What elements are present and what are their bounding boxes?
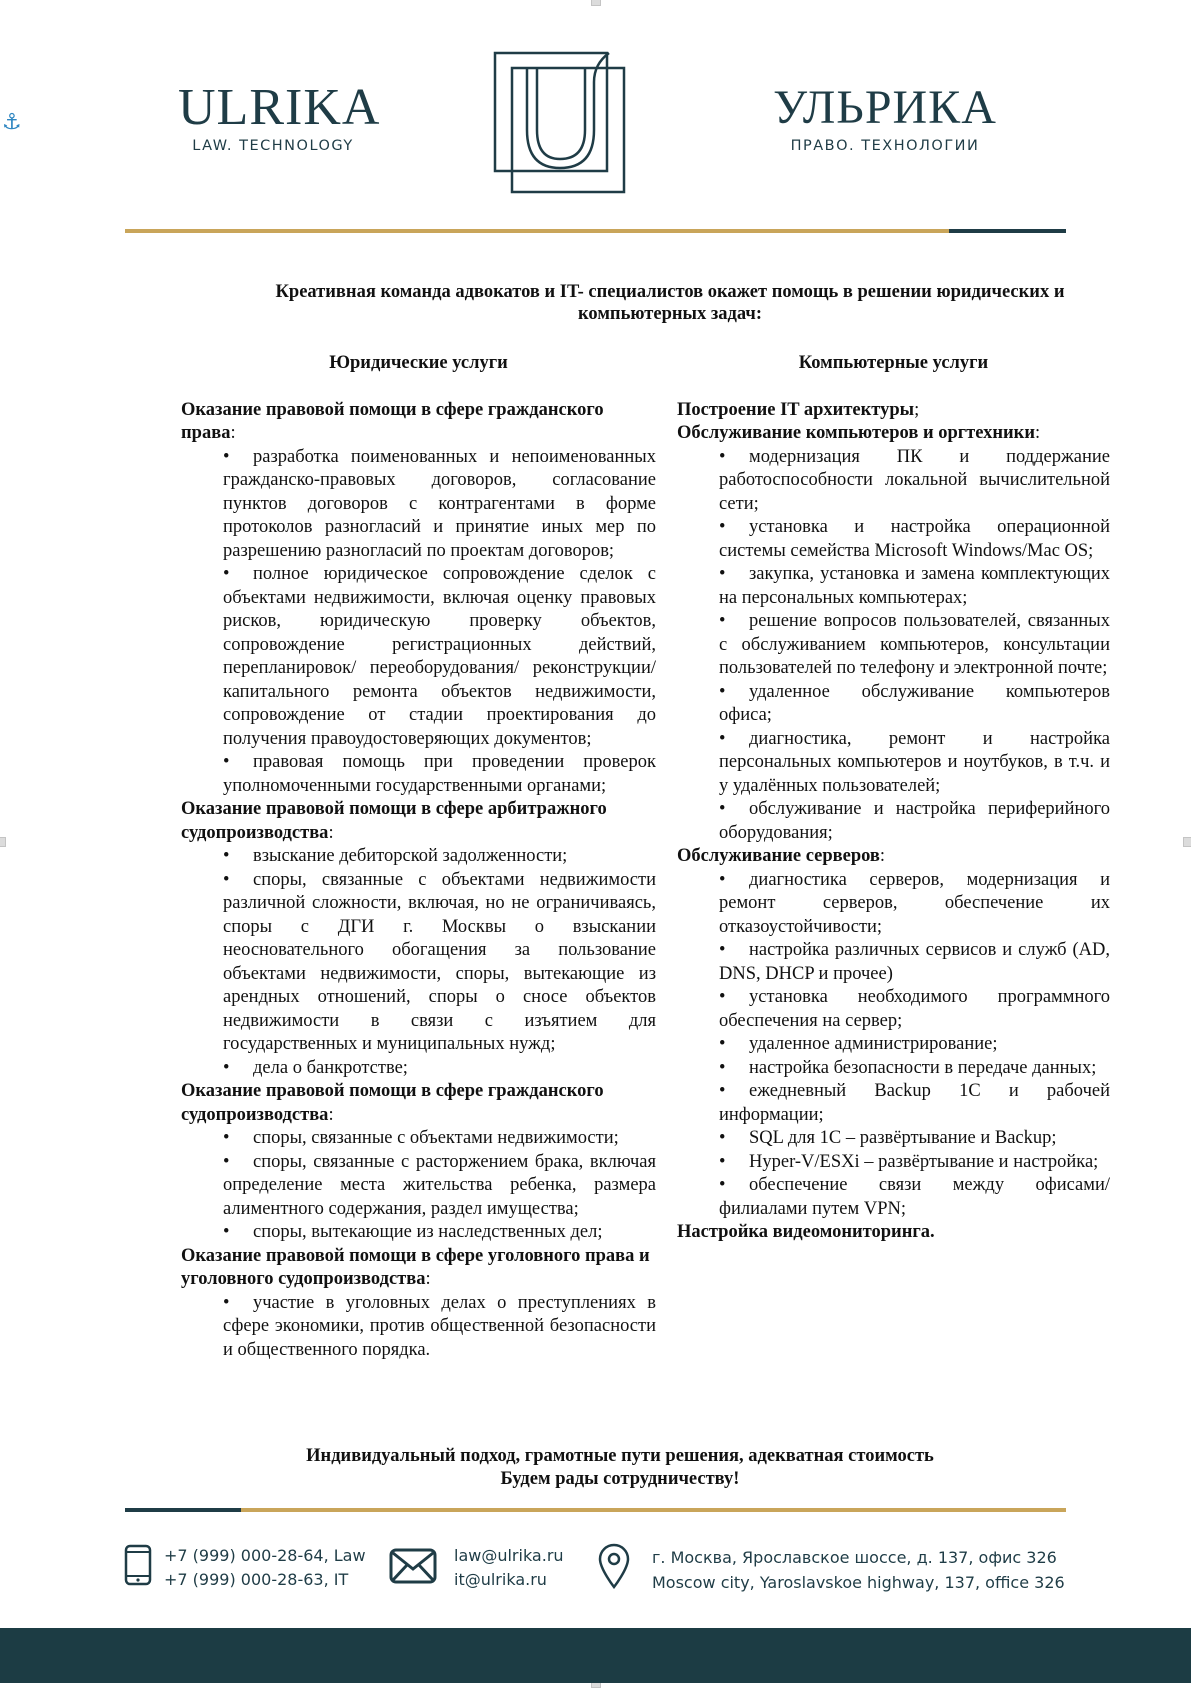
legal-section-heading: Оказание правовой помощи в сфере арбитражного судопроизводства: — [181, 799, 607, 843]
list-item: • удаленное обслуживание компьютеров офиса; — [719, 681, 1110, 728]
brand-right — [770, 80, 1000, 154]
legal-section-heading: Оказание правовой помощи в сфере гражданского судопроизводства: — [181, 1081, 604, 1125]
address-contacts — [652, 1545, 1065, 1595]
ulrika-logo-icon — [493, 50, 629, 195]
resize-handle-left[interactable] — [0, 837, 6, 847]
closing-line-2: Будем рады сотрудничеству! — [500, 1469, 740, 1489]
address-en: Moscow city, Yaroslavskoe highway, 137, office 326 — [652, 1573, 1065, 1592]
phone-icon — [124, 1544, 152, 1586]
list-item: • споры, связанные с объектами недвижимости; — [223, 1127, 656, 1151]
header-divider-gold — [125, 229, 949, 233]
list-item: • ежедневный Backup 1С и рабочей информации; — [719, 1080, 1110, 1127]
list-item: • взыскание дебиторской задолженности; — [223, 845, 656, 869]
brand-left-name: ULRIKA — [178, 79, 381, 136]
it-section-heading: Обслуживание компьютеров и оргтехники: — [677, 423, 1041, 443]
email-law[interactable]: law@ulrika.ru — [454, 1546, 564, 1565]
list-item: • участие в уголовных делах о преступлениях в сфере экономики, против общественной безопасности и общественного порядка. — [223, 1292, 656, 1363]
list-item: • дела о банкротстве; — [223, 1057, 656, 1081]
phone-contacts — [164, 1544, 366, 1592]
list-item: • правовая помощь при проведении проверок уполномоченными государственными органами; — [223, 751, 656, 798]
closing-text — [270, 1445, 970, 1491]
phone-law[interactable]: +7 (999) 000-28-64, Law — [164, 1546, 366, 1565]
footer-band — [0, 1628, 1191, 1683]
list-item: • закупка, установка и замена комплектующих на персональных компьютерах; — [719, 563, 1110, 610]
address-ru: г. Москва, Ярославское шоссе, д. 137, офис 326 — [652, 1548, 1057, 1567]
it-section-list — [677, 869, 1110, 1222]
intro-text: Креативная команда адвокатов и IT- специалистов окажет помощь в решении юридических и компьютерных задач: — [275, 282, 1065, 324]
legal-section-list — [181, 1127, 656, 1245]
list-item: • удаленное администрирование; — [719, 1033, 1110, 1057]
list-item: • диагностика серверов, модернизация и ремонт серверов, обеспечение их отказоустойчивости; — [719, 869, 1110, 940]
legal-section-heading: Оказание правовой помощи в сфере уголовного права и уголовного судопроизводства: — [181, 1245, 650, 1289]
email-it[interactable]: it@ulrika.ru — [454, 1570, 547, 1589]
list-item: • споры, связанные с расторжением брака, включая определение места жительства ребенка, размера алиментного содержания, раздел имущества; — [223, 1151, 656, 1222]
list-item: • Hyper-V/ESXi – развёртывание и настройка; — [719, 1151, 1110, 1175]
list-item: • споры, связанные с объектами недвижимости различной сложности, включая, но не ограничиваясь, споры с ДГИ г. Москвы о взыскании неосновательного обогащения за пользование объектами недвижимости, споры, вытекающие из арендных отношений, споры о сносе объектов недвижимости в связи с изъятием для государственных и муниципальных нужд; — [223, 869, 656, 1057]
list-item: • SQL для 1С – развёртывание и Backup; — [719, 1127, 1110, 1151]
list-item: • установка и настройка операционной системы семейства Microsoft Windows/Mac OS; — [719, 516, 1110, 563]
it-services-title: Компьютерные услуги — [798, 353, 989, 373]
closing-line-1: Индивидуальный подход, грамотные пути решения, адекватная стоимость — [306, 1446, 934, 1466]
legal-section-list — [181, 1292, 656, 1363]
resize-handle-right[interactable] — [1183, 837, 1191, 847]
footer-divider-gold — [241, 1508, 1066, 1512]
list-item: • модернизация ПК и поддержание работоспособности локальной вычислительной сети; — [719, 446, 1110, 517]
resize-handle-top[interactable] — [591, 0, 601, 6]
list-item: • обслуживание и настройка периферийного оборудования; — [719, 798, 1110, 845]
list-item: • полное юридическое сопровождение сделок с объектами недвижимости, включая оценку правовых рисков, юридическую проверку объектов, сопровождение регистрационных действий, перепланировок/ переоборудования/ реконструкции/капитального ремонта объектов недвижимости, сопровождение от стадии проектирования до получения правоудостоверяющих документов; — [223, 563, 656, 751]
location-pin-icon — [597, 1543, 631, 1589]
footer-divider-dark — [125, 1508, 241, 1512]
it-video-monitoring-line: Настройка видеомониторинга. — [677, 1222, 935, 1242]
brand-left-tagline: LAW. TECHNOLOGY — [192, 138, 354, 154]
legal-section-list — [181, 446, 656, 799]
header-divider-dark — [949, 229, 1066, 233]
list-item: • решение вопросов пользователей, связанных с обслуживанием компьютеров, консультации пользователей по телефону и электронной почте; — [719, 610, 1110, 681]
email-contacts — [454, 1544, 564, 1592]
list-item: • обеспечение связи между офисами/филиалами путем VPN; — [719, 1174, 1110, 1221]
list-item: • разработка поименованных и непоименованных гражданско-правовых договоров, согласование пунктов договоров с контрагентами в форме протоколов разногласий и принятие иных мер по разрешению разногласий по проектам договоров; — [223, 446, 656, 564]
mail-icon — [389, 1548, 437, 1584]
list-item: • установка необходимого программного обеспечения на сервер; — [719, 986, 1110, 1033]
anchor-icon[interactable]: ⚓ — [2, 110, 22, 135]
list-item: • диагностика, ремонт и настройка персональных компьютеров и ноутбуков, в т.ч. и у удалённых пользователей; — [719, 728, 1110, 799]
brand-left — [178, 79, 381, 154]
legal-section-heading: Оказание правовой помощи в сфере гражданского права: — [181, 399, 604, 443]
list-item: • настройка различных сервисов и служб (AD, DNS, DHCP и прочее) — [719, 939, 1110, 986]
it-section-heading: Обслуживание серверов: — [677, 846, 886, 866]
it-architecture-line: Построение IT архитектуры; — [677, 399, 920, 420]
legal-section-list — [181, 845, 656, 1080]
list-item: • споры, вытекающие из наследственных дел; — [223, 1221, 656, 1245]
phone-it[interactable]: +7 (999) 000-28-63, IT — [164, 1570, 349, 1589]
legal-services-title: Юридические услуги — [329, 353, 508, 373]
it-section-list — [677, 446, 1110, 846]
brand-right-name: УЛЬРИКА — [773, 81, 997, 134]
list-item: • настройка безопасности в передаче данных; — [719, 1057, 1110, 1081]
it-services-column — [677, 352, 1110, 1245]
legal-services-column — [181, 352, 656, 1362]
brand-right-tagline: ПРАВО. ТЕХНОЛОГИИ — [790, 138, 980, 154]
